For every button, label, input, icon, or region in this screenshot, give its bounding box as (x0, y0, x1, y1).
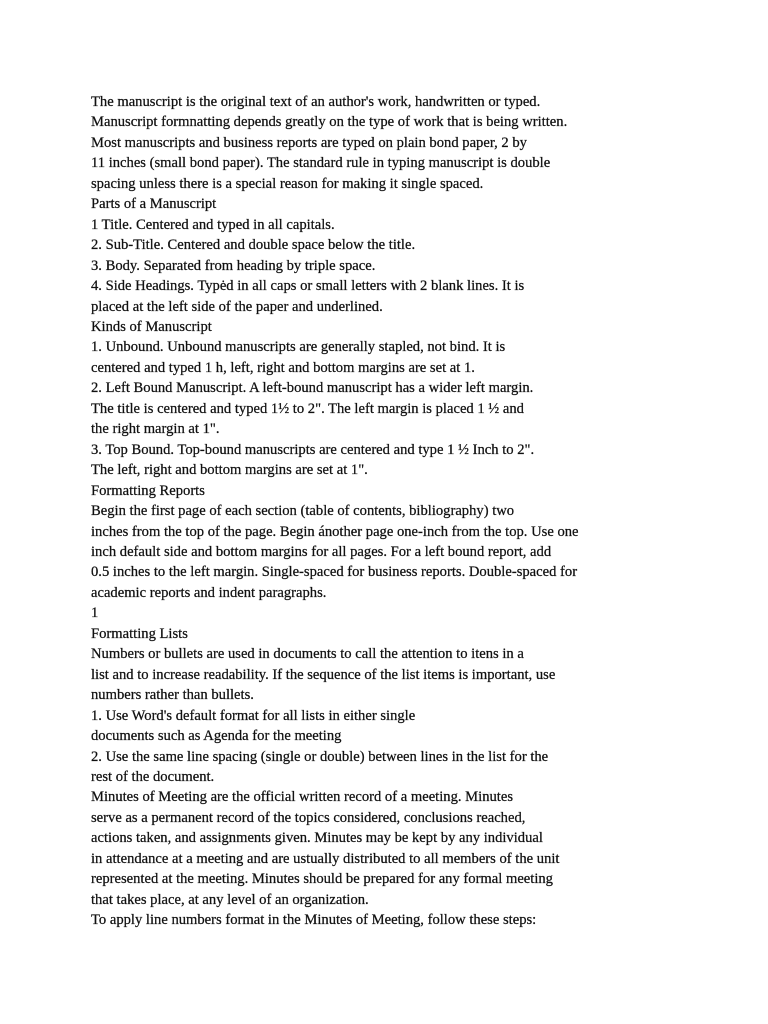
document-line: The left, right and bottom margins are set at 1". (91, 462, 368, 479)
document-line: inch default side and bottom margins for all pages. For a left bound report, add (91, 543, 552, 560)
document-line: placed at the left side of the paper and underlined. (91, 298, 383, 315)
document-line: spacing unless there is a special reason for making it single spaced. (91, 175, 484, 192)
document-line: 1. Use Word's default format for all lists in either single (91, 707, 416, 724)
document-line: 2. Use the same line spacing (single or double) between lines in the list for the (91, 748, 549, 765)
document-line: 1. Unbound. Unbound manuscripts are generally stapled, not bind. It is (91, 339, 506, 356)
document-line: Numbers or bullets are used in documents to call the attention to itens in a (91, 646, 524, 663)
document-line: rest of the document. (91, 768, 215, 785)
document-line: Minutes of Meeting are the official written record of a meeting. Minutes (91, 789, 514, 806)
document-line: 2. Sub-Title. Centered and double space below the title. (91, 237, 416, 254)
document-line: Most manuscripts and business reports are typed on plain bond paper, 2 by (91, 134, 527, 151)
document-line: that takes place, at any level of an organization. (91, 891, 369, 908)
document-line: 11 inches (small bond paper). The standard rule in typing manuscript is double (91, 155, 551, 172)
document-line: Parts of a Manuscript (91, 196, 217, 213)
document-line: The title is centered and typed 1½ to 2". The left margin is placed 1 ½ and (91, 400, 524, 417)
document-line: in attendance at a meeting and are ustually distributed to all members of the unit (91, 850, 560, 867)
document-line: Formatting Lists (91, 625, 188, 642)
document-line: documents such as Agenda for the meeting (91, 728, 342, 745)
document-line: 1 Title. Centered and typed in all capitals. (91, 216, 335, 233)
document-line: numbers rather than bullets. (91, 687, 254, 704)
document-line: represented at the meeting. Minutes should be prepared for any formal meeting (91, 871, 553, 888)
document-line: Formatting Reports (91, 482, 205, 499)
document-line: 2. Left Bound Manuscript. A left-bound manuscript has a wider left margin. (91, 380, 534, 397)
document-line: list and to increase readability. If the sequence of the list items is important, use (91, 666, 556, 683)
document-line: 3. Top Bound. Top-bound manuscripts are centered and type 1 ½ Inch to 2". (91, 441, 535, 458)
document-text (91, 92, 741, 931)
document-line: Begin the first page of each section (table of contents, bibliography) two (91, 503, 515, 520)
document-line: Manuscript formnatting depends greatly on the type of work that is being written. (91, 114, 568, 131)
document-line: actions taken, and assignments given. Minutes may be kept by any individual (91, 830, 543, 847)
document-line: The manuscript is the original text of an author's work, handwritten or typed. (91, 94, 541, 110)
document-line: 0.5 inches to the left margin. Single-spaced for business reports. Double-spaced for (91, 564, 578, 581)
document-line: the right margin at 1". (91, 421, 220, 438)
document-line: serve as a permanent record of the topics considered, conclusions reached, (91, 809, 526, 826)
document-line: inches from the top of the page. Begin ánother page one-inch from the top. Use one (91, 523, 579, 540)
document-line: 1 (91, 605, 99, 622)
document-line: 4. Side Headings. Typėd in all caps or small letters with 2 blank lines. It is (91, 278, 525, 295)
document-line: To apply line numbers format in the Minutes of Meeting, follow these steps: (91, 912, 537, 929)
document-line: Kinds of Manuscript (91, 318, 212, 335)
document-line: centered and typed 1 h, left, right and bottom margins are set at 1. (91, 359, 475, 376)
document-line: 3. Body. Separated from heading by triple space. (91, 257, 376, 274)
document-line: academic reports and indent paragraphs. (91, 584, 327, 601)
